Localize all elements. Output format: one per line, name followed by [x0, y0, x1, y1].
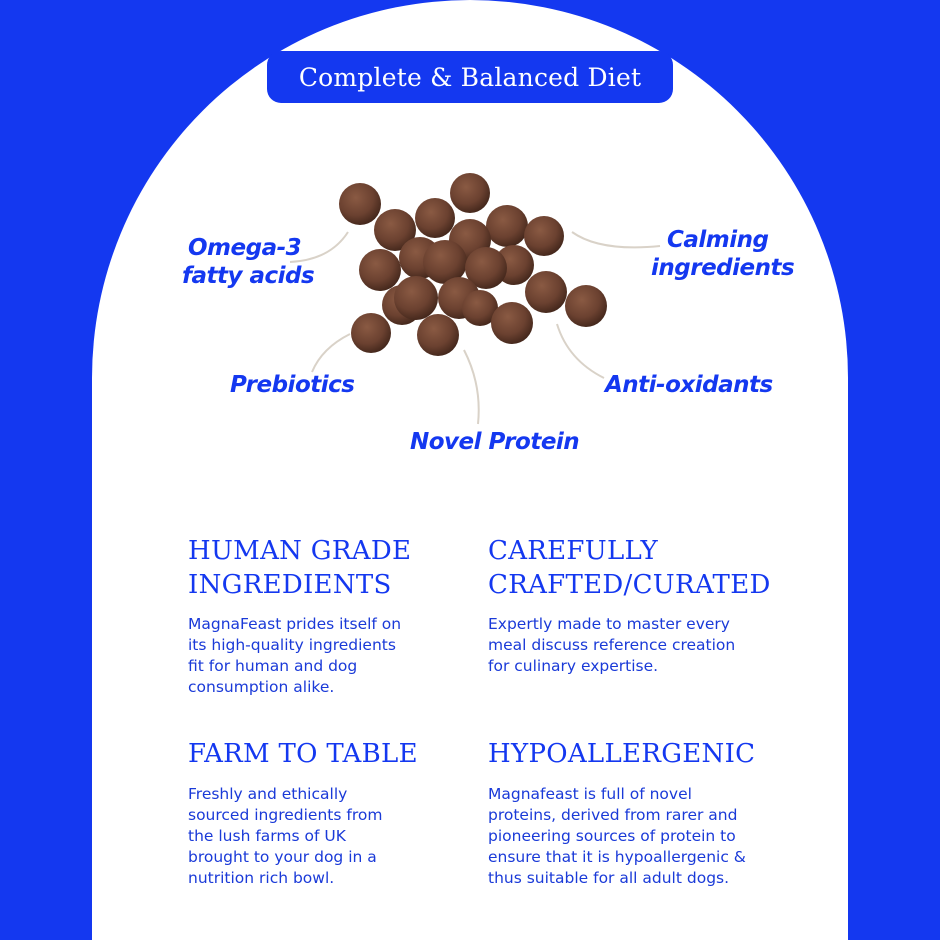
- feature-body-line: MagnaFeast prides itself on: [188, 615, 402, 633]
- feature-body-line: nutrition rich bowl.: [188, 869, 335, 887]
- feature-body-line: proteins, derived from rarer and: [488, 806, 738, 824]
- feature-title-line: HYPOALLERGENIC: [488, 739, 756, 769]
- feature-body-line: its high-quality ingredients: [188, 636, 396, 654]
- label-calming-line1: Calming: [667, 227, 769, 253]
- feature-body-line: meal discuss reference creation: [488, 636, 736, 654]
- feature-body-carefully-crafted: [488, 614, 735, 677]
- feature-body-line: ensure that it is hypoallergenic &: [488, 848, 746, 866]
- label-omega-line2: fatty acids: [182, 263, 315, 289]
- label-prebiotics: Prebiotics: [230, 372, 355, 398]
- feature-title-human-grade: [188, 534, 411, 602]
- feature-body-line: the lush farms of UK: [188, 827, 346, 845]
- feature-body-line: thus suitable for all adult dogs.: [488, 869, 730, 887]
- feature-body-line: Expertly made to master every: [488, 615, 730, 633]
- label-calming: [651, 226, 794, 282]
- label-calming-line2: ingredients: [651, 255, 795, 281]
- feature-body-line: for culinary expertise.: [488, 657, 659, 675]
- diet-pill-heading: Complete & Balanced Diet: [267, 51, 673, 103]
- feature-body-line: pioneering sources of protein to: [488, 827, 736, 845]
- feature-body-line: consumption alike.: [188, 678, 335, 696]
- feature-title-carefully-crafted: [488, 534, 771, 602]
- feature-title-farm-to-table: [188, 737, 418, 771]
- feature-body-line: sourced ingredients from: [188, 806, 383, 824]
- feature-title-line: HUMAN GRADE: [188, 536, 412, 566]
- label-antioxidants: Anti-oxidants: [605, 372, 773, 398]
- feature-title-line: INGREDIENTS: [188, 570, 392, 600]
- feature-title-line: FARM TO TABLE: [188, 739, 418, 769]
- feature-title-line: CAREFULLY: [488, 536, 658, 566]
- feature-body-human-grade: [188, 614, 401, 698]
- feature-body-line: Magnafeast is full of novel: [488, 785, 692, 803]
- kibble-group: [339, 173, 607, 356]
- feature-body-farm-to-table: [188, 784, 382, 889]
- label-omega-line1: Omega-3: [188, 235, 302, 261]
- feature-body-hypoallergenic: [488, 784, 746, 889]
- feature-title-line: CRAFTED/CURATED: [488, 570, 771, 600]
- label-novel-protein: Novel Protein: [410, 429, 580, 455]
- label-omega-3: [182, 234, 314, 290]
- feature-title-hypoallergenic: [488, 737, 755, 771]
- feature-body-line: fit for human and dog: [188, 657, 358, 675]
- feature-body-line: brought to your dog in a: [188, 848, 377, 866]
- feature-body-line: Freshly and ethically: [188, 785, 348, 803]
